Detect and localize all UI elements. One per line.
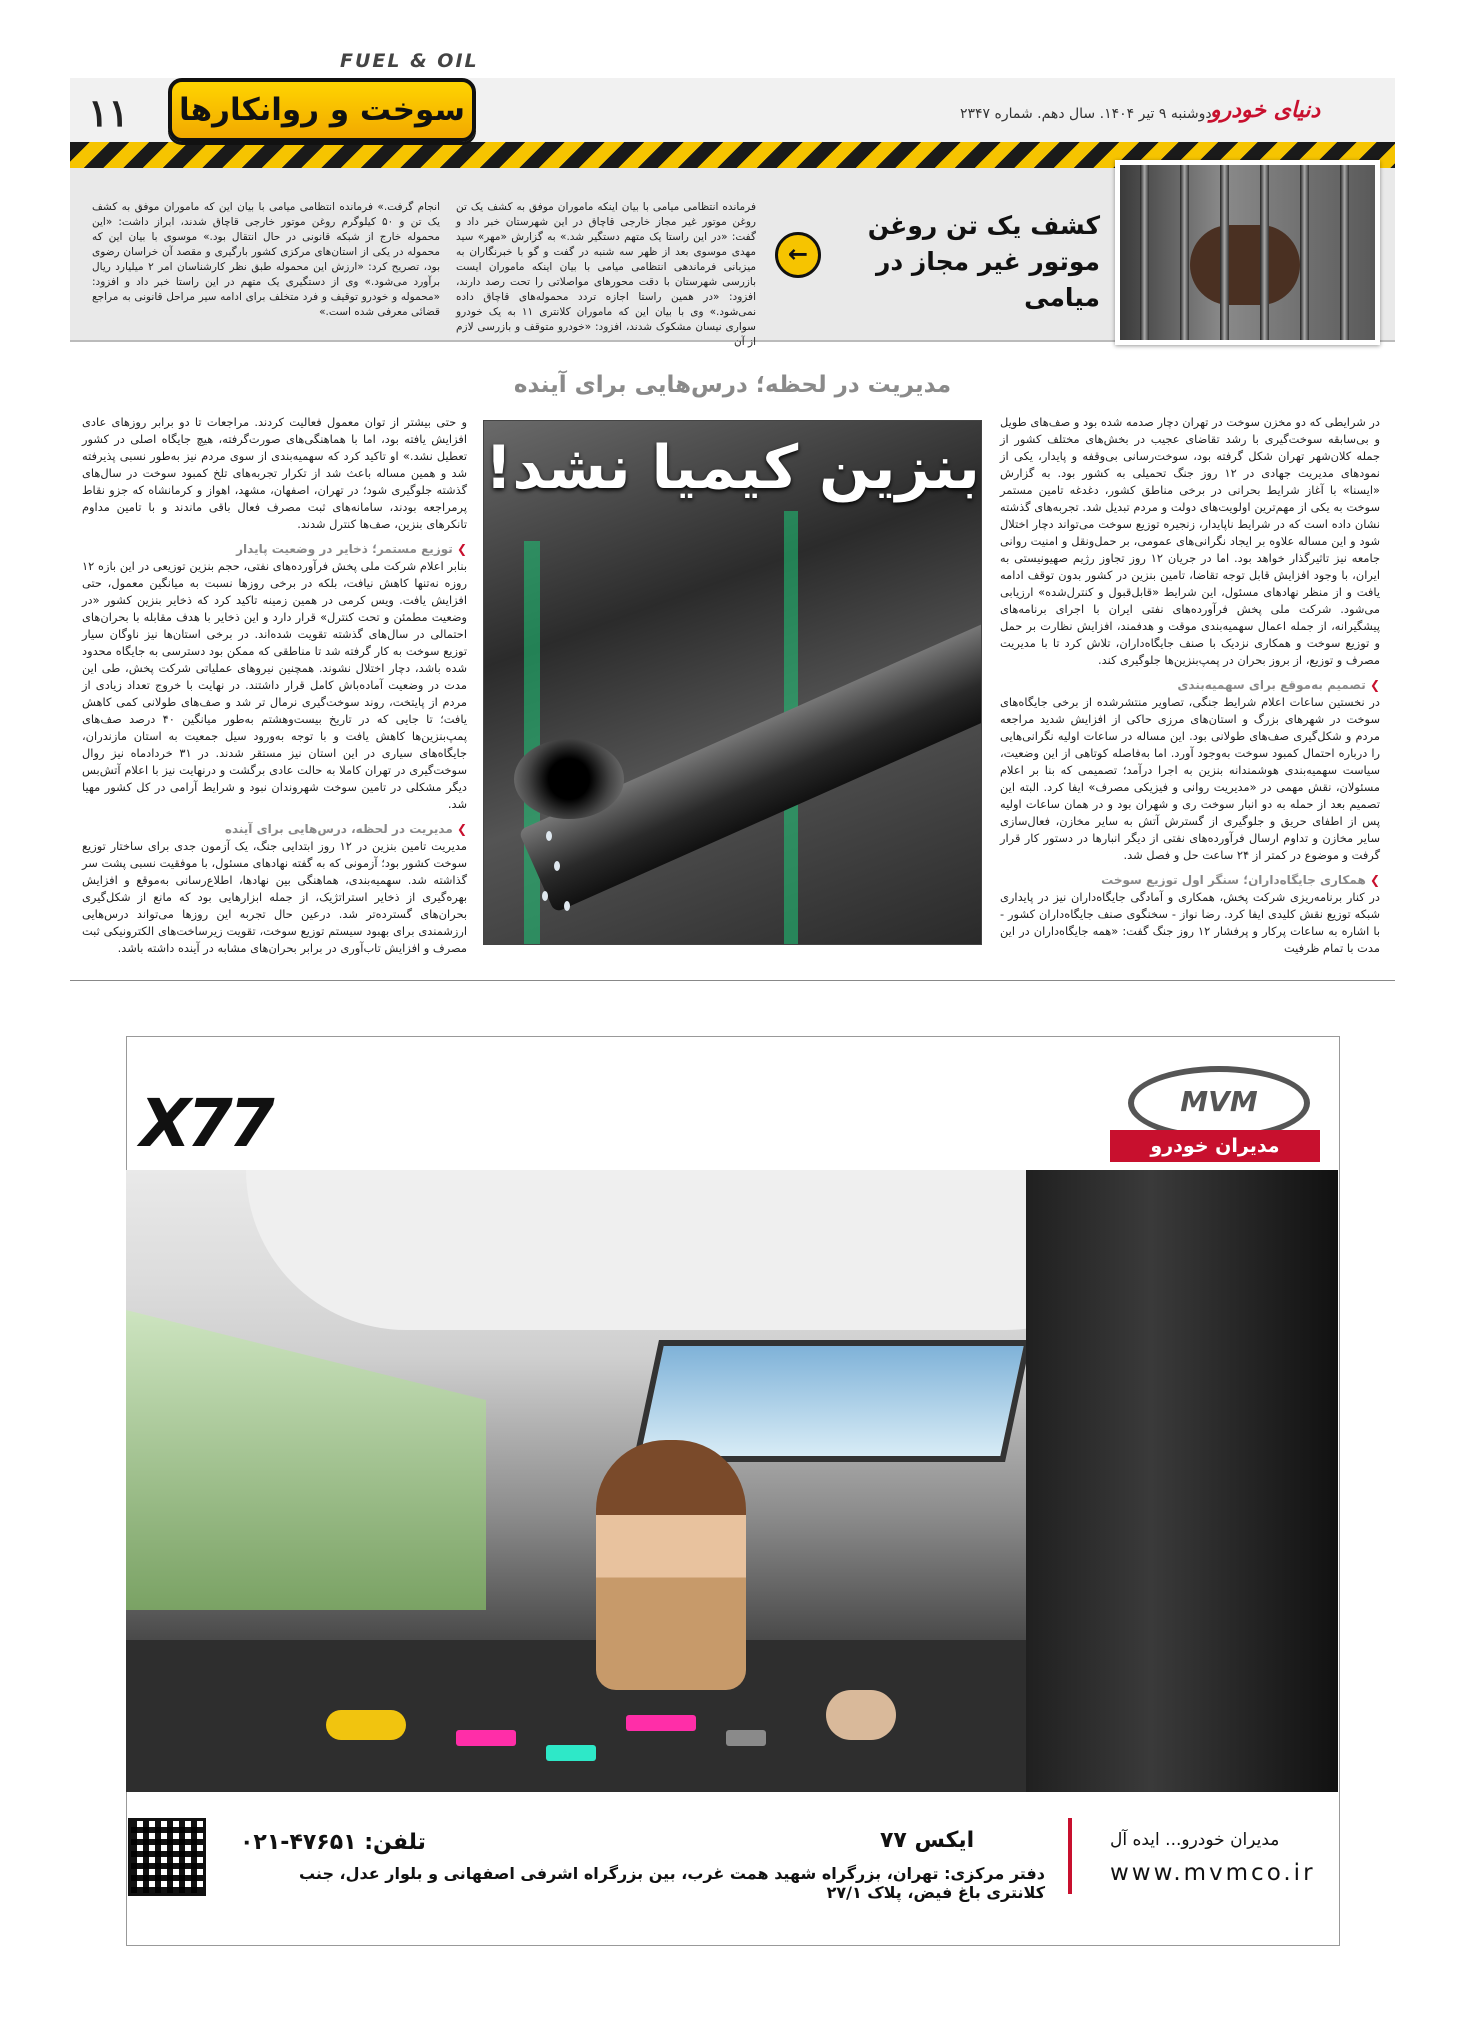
- nozzle-tip: [514, 739, 624, 819]
- ad-red-divider: [1068, 1818, 1072, 1894]
- section-title: سوخت و روانکارها: [179, 92, 465, 128]
- toy-block: [456, 1730, 516, 1746]
- fuel-nozzle-photo: [483, 420, 982, 945]
- paragraph: در نخستین ساعات اعلام شرایط جنگی، تصاویر منتشرشده از برخی جایگاه‌های سوخت در شهرهای بزرگ و استان‌های مرزی حاکی از افزایش شدید مراجعه مردم و شکل‌گیری صف‌های طولانی بود. این مساله در ساعات اولیه نگرانی‌هایی را درباره احتمال کمبود سوخت به‌وجود آورد. اما به‌فاصله کوتاهی از این وضعیت، سیاست سهمیه‌بندی هوشمندانه بنزین به اجرا درآمد؛ تصمیمی که بنا بر اعلام مسئولان، نقش مهمی در «مدیریت روانی و فیزیکی مصرف» ایفا کرد. البته این تصمیم بعد از حمله به دو انبار سوخت ری و شهران بود و در همان ساعات اولیه پس از اطفای حریق و جلوگیری از گسترش آتش به سایر مخازن، فعال‌سازی سایر مخازن و تداوم ارسال فرآورده‌های نفتی از دیگر انبارها در دستور کار قرار گرفت و موضوع در کمتر از ۲۴ ساعت حل و فصل شد.: [1000, 695, 1380, 862]
- fuel-drop: [554, 861, 560, 871]
- toy-block: [726, 1730, 766, 1746]
- car-interior-photo: [126, 1170, 1338, 1792]
- jail-bar: [1260, 165, 1269, 340]
- fuel-drop: [542, 891, 548, 901]
- paragraph: در کنار برنامه‌ریزی شرکت پخش، همکاری و آمادگی جایگاه‌داران نیز در پایداری شبکه توزیع نقش کلیدی ایفا کرد. رضا نواز - سخنگوی صنف جایگاه‌داران کشور - با اشاره به ساعات پرکار و پرفشار ۱۲ روز جنگ گفت: «همه جایگاه‌داران در این مدت با تمام ظرفیت: [1000, 890, 1380, 955]
- article-column-right: [1000, 414, 1380, 957]
- paragraph: و حتی بیشتر از توان معمول فعالیت کردند. مراجعات تا دو برابر روزهای عادی افزایش یافته بود، اما با هماهنگی‌های صورت‌گرفته، هیچ جایگاه اصلی در کشور تعطیل نشد.» او تاکید کرد که سهمیه‌بندی از سوی مردم نیز به‌طور نسبی پذیرفته شد و همین مساله باعث شد از تکرار تجربه‌های تلخ کمبود سوخت در سال‌های گذشته جلوگیری شود؛ در تهران، اصفهان، مشهد، اهواز و کرمانشاه که جزو نقاط پرمراجعه بودند، سامانه‌های ثبت مصرف فعال باقی ماندند و با تامین مداوم تانکرهای بنزین، صف‌ها کنترل شدند.: [82, 415, 467, 531]
- toy-block: [626, 1715, 696, 1731]
- subheading: ❯ تصمیم به‌موقع برای سهمیه‌بندی: [1177, 678, 1380, 692]
- paragraph: مدیریت تامین بنزین در ۱۲ روز ابتدایی جنگ، یک آزمون جدی برای ساختار توزیع سوخت کشور بود؛ آزمونی که به گفته نهادهای مسئول، با موفقیت نسبی پشت سر گذاشته شد. سهمیه‌بندی، هماهنگی بین نهادها، اطلاع‌رسانی به‌موقع و افزایش بهره‌گیری از ذخایر استراتژیک، از جمله ابزارهایی بود که مانع از شکل‌گیری بحران‌های گسترده‌تر شد. درعین حال تجربه این روزها می‌تواند درس‌هایی ارزشمندی برای بهبود سیستم توزیع سوخت، تقویت زیرساخت‌های الکترونیکی ثبت مصرف و افزایش تاب‌آوری در برابر بحران‌های مشابه در آینده داشته باشد.: [82, 839, 468, 955]
- jail-bar: [1300, 165, 1309, 340]
- ad-tagline: مدیران خودرو... ایده آل: [1110, 1830, 1280, 1850]
- section-divider: [70, 980, 1395, 981]
- child-figure: [596, 1440, 746, 1690]
- article-headline: مدیریت در لحظه؛ درس‌هایی برای آینده: [513, 372, 952, 398]
- fuel-drop: [546, 831, 552, 841]
- x77-logo: X77: [140, 1085, 271, 1162]
- ad-phone: تلفن: ۴۷۶۵۱-۰۲۱: [240, 1830, 426, 1855]
- brand-name-banner: مدیران خودرو: [1110, 1130, 1320, 1162]
- jail-bar: [1180, 165, 1189, 340]
- jail-bar: [1140, 165, 1149, 340]
- ad-model-name: ایکس ۷۷: [880, 1828, 975, 1853]
- bullet-icon: ❯: [452, 822, 467, 836]
- toy-block: [546, 1745, 596, 1761]
- page-number: ۱۱: [88, 90, 129, 135]
- article-column-left: [82, 414, 467, 957]
- mvm-logo: MVM: [1128, 1066, 1310, 1140]
- jail-bar: [1340, 165, 1349, 340]
- toy-car: [326, 1710, 406, 1740]
- hand-shape: [1190, 225, 1300, 305]
- car-seat: [1026, 1170, 1338, 1792]
- fuel-drop: [564, 901, 570, 911]
- bullet-icon: ❯: [452, 542, 467, 556]
- paragraph: بنابر اعلام شرکت ملی پخش فرآورده‌های نفتی، حجم بنزین توزیعی در این بازه ۱۲ روزه نه‌تنها کاهش نیافت، بلکه در برخی روزها نسبت به میانگین معمول، حتی افزایش یافت. ویس کرمی در همین زمینه تاکید کرد که ذخایر بنزین کشور «در وضعیت مطمئن و تحت کنترل» قرار دارد و این ذخایر با هدف مقابله با بحران‌های احتمالی در سال‌های گذشته تقویت شده‌اند. در برخی استان‌ها نیز ناوگان سیار توزیع سوخت به کار گرفته شد تا مناطقی که ممکن بود دسترسی به جایگاه محدود شده باشد، دچار اختلال نشوند. همچنین نیروهای عملیاتی شرکت پخش، طی این مدت در وضعیت آماده‌باش کامل قرار داشتند. در نهایت با خروج تعداد زیادی از مردم از پایتخت، روند سوخت‌گیری نرمال تر شد و صف‌های طولانی کمی کاهش یافت؛ تا جایی که در تاریخ بیست‌وهشتم به‌طور میانگین ۴۰ درصد صف‌های پمپ‌بنزین‌ها کاهش یافت و با توجه به‌ورود سیل جمعیت به استان مازندران، جایگاه‌های سیاری در این استان نیز مستقر شدند. در ۳۱ خرداد‌ماه نیز روال سوخت‌گیری در تهران کاملا به حالت عادی برگشت و درنهایت نیز با اعلام آتش‌بس دیگر مشکلی در تامین سوخت شهروندان نبود و شرایط آرامی در کل کشور مهیا شد.: [82, 559, 468, 811]
- teaser-column-right: فرمانده انتظامی میامی با بیان اینکه ماموران موفق به کشف یک تن روغن موتور غیر مجاز خارجی قاچاق در این شهرستان خبر داد و گفت: «در این راستا یک متهم دستگیر شد.» به گزارش «مهر» سید مهدی موسوی بعد از ظهر سه شنبه در گفت و گو با خبرنگاران به میزبانی فرماندهی انتظامی میامی با بیان اینکه ماموران ایست بازرسی شهرستان با دقت محورهای مواصلاتی را تحت رصد دارند، افزود: «در همین راستا اجازه تردد محموله‌های قاچاق داده نمی‌شود.» وی با بیان این که ماموران کلانتری ۱۱ به یک خودرو سواری نیسان مشکوک شدند، افزود: «خودرو متوقف و بازرسی لازم از آن: [456, 201, 756, 348]
- subheading: ❯ توزیع مستمر؛ ذخایر در وضعیت پایدار: [236, 542, 467, 556]
- bullet-icon: ❯: [1365, 873, 1380, 887]
- section-logo: [168, 78, 476, 142]
- paragraph: در شرایطی که دو مخزن سوخت در تهران دچار صدمه شده بود و صف‌های طویل و بی‌سابقه سوخت‌گیری با رشد تقاضای عجیب در بخش‌های مختلف کشور از جمله کلان‌شهر تهران شکل گرفته بود، سوخت‌رسانی بی‌وقفه و پایدار، یکی از نمودهای مدیریت جهادی در ۱۲ روز جنگ تحمیلی به کشور بود. به گزارش «ایسنا» با آغاز شرایط بحرانی در برخی مناطق کشور، دغدغه تامین مستمر سوخت به یکی از مهم‌ترین اولویت‌های دولت و مردم تبدیل شد. تجربه‌های گذشته نشان داده است که در شرایط ناپایدار، زنجیره توزیع سوخت می‌تواند دچار اختلال شود و این مساله علاوه بر ایجاد نگرانی‌های عمومی، بر حمل‌ونقل و امنیت روانی جامعه نیز تاثیرگذار خواهد بود. اما در جریان ۱۲ روز تجاوز رژیم صهیونیستی به ایران، با وجود افزایش قابل توجه تقاضا، تامین بنزین در کشور بدون توقف ادامه یافت و از منظر نهادهای مسئول، این شرایط «قابل‌قبول و کنترل‌شده» ارزیابی می‌شود. شرکت ملی پخش فرآورده‌های نفتی ایران با اجرای برنامه‌های پیشگیرانه، از جمله اعمال سهمیه‌بندی موقت و هدفمند، افزایش نظارت بر حمل و توزیع سوخت و همکاری نزدیک با صنف جایگاه‌داران، تلاش کرد تا با مدیریت مصرف و توزیع، از بروز بحران در پمپ‌بنزین‌ها جلوگیری کند.: [1000, 415, 1381, 667]
- section-subtitle: FUEL & OIL: [340, 50, 479, 72]
- teaser-photo: [1115, 160, 1380, 345]
- dateline: دوشنبه ۹ تیر ۱۴۰۴. سال دهم. شماره ۲۳۴۷: [960, 106, 1212, 122]
- qr-code: [128, 1818, 206, 1896]
- ad-address: دفتر مرکزی: تهران، بزرگراه شهید همت غرب، بین بزرگراه اشرفی اصفهانی و بلوار عدل، جنب کلانتری باغ فیض، پلاک ۲۷/۱: [298, 1864, 1045, 1902]
- brand-logo: دنیای خودرو: [1210, 98, 1321, 123]
- ad-website[interactable]: www.mvmco.ir: [1110, 1860, 1316, 1886]
- teaser-title: کشف یک تن روغن موتور غیر مجاز در میامی: [867, 211, 1100, 312]
- photo-stripe: [524, 541, 540, 945]
- bullet-icon: ❯: [1365, 678, 1380, 692]
- photo-title: بنزین کیمیا نشد!: [485, 433, 980, 503]
- subheading: ❯ مدیریت در لحظه، درس‌هایی برای آینده: [224, 822, 467, 836]
- subheading: ❯ همکاری جایگاه‌داران؛ سنگر اول توزیع سوخت: [1101, 873, 1380, 887]
- jail-bar: [1220, 165, 1229, 340]
- teaser-column-left: انجام گرفت.» فرمانده انتظامی میامی با بیان این که ماموران موفق به کشف یک تن و ۵۰ کیلوگرم روغن موتور خارجی قاچاق شدند، ابراز داشت: «این محموله خارج از شبکه قانونی در حال انتقال بود.» موسوی با بیان این که محموله در یکی از استان‌های مرکزی کشور بارگیری و مقصد آن خراسان رضوی بود، تصریح کرد: «ارزش این محموله طبق نظر کارشناسان امر ۲ میلیارد ریال برآورد می‌شود.» وی از دستگیری یک متهم در این راستا خبر داد و افزود: «محموله و خودرو توقیف و فرد متخلف برای ادامه سیر مراحل قانونی به مراجع قضائی معرفی شده است.»: [92, 201, 440, 318]
- arrow-left-icon[interactable]: ←: [775, 232, 821, 278]
- teddy-bear: [826, 1690, 896, 1740]
- car-window: [126, 1310, 486, 1610]
